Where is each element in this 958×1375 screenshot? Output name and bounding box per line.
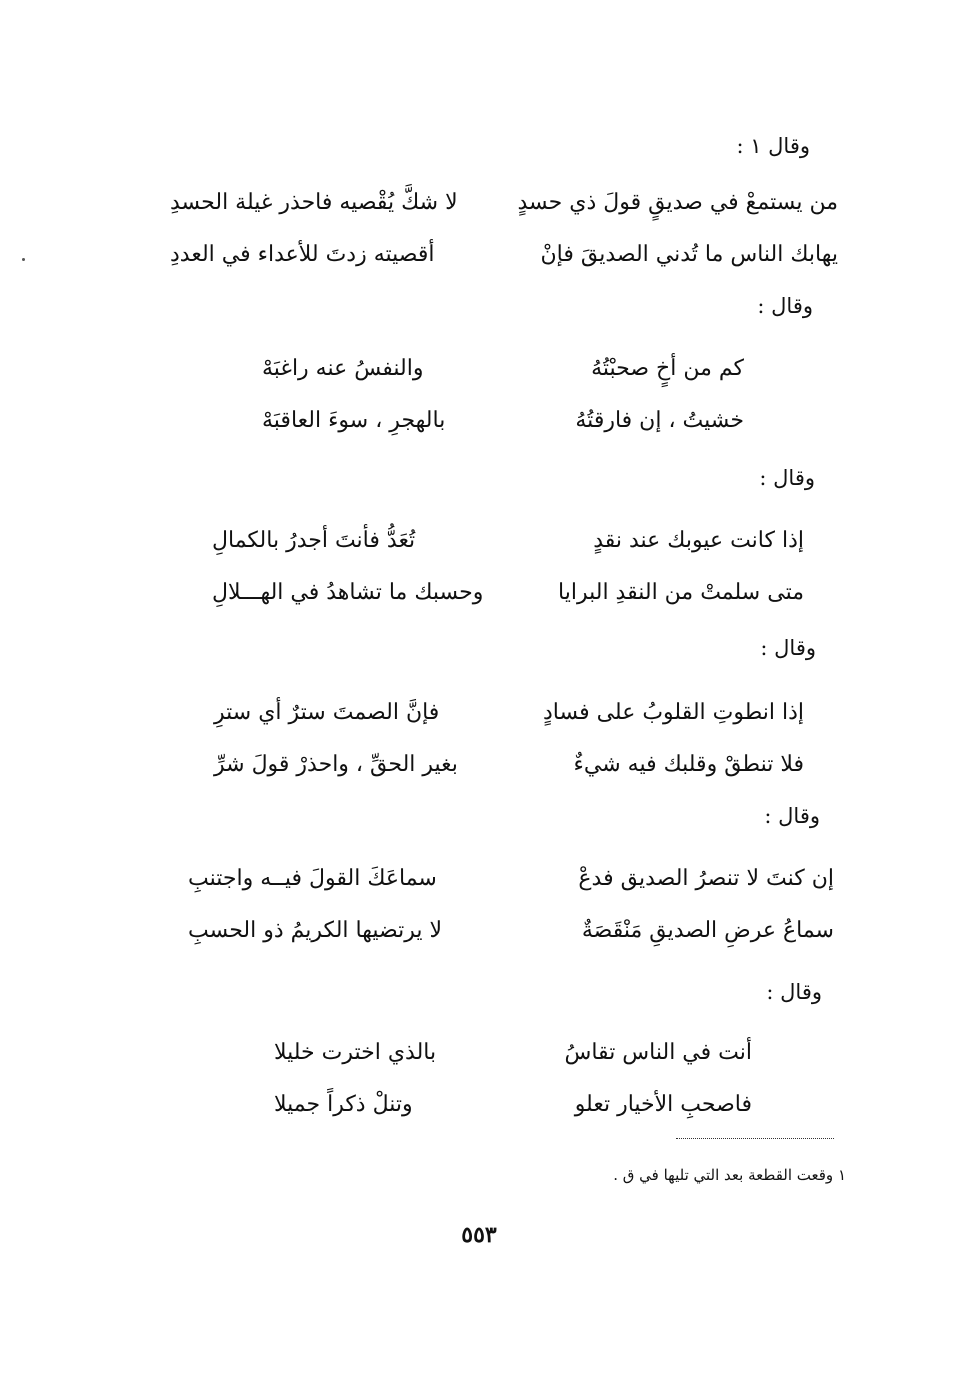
section-intro: وقال : (766, 980, 822, 1004)
footnote-divider (676, 1138, 834, 1139)
first-hemistich: فلا تنطقْ وقلبك فيه شيءٌ (573, 752, 804, 777)
verse-line (170, 242, 838, 294)
first-hemistich: كم من أخٍ صحبْتُهُ (591, 356, 744, 381)
first-hemistich: من يستمعْ في صديقٍ قولَ ذي حسدٍ (517, 190, 838, 215)
verse-line (214, 700, 804, 752)
verse-line (274, 1092, 752, 1144)
second-hemistich: وتنلْ ذكراً جميلا (274, 1092, 413, 1117)
section-intro: وقال : (760, 636, 816, 660)
section-intro: وقال : (757, 294, 813, 318)
first-hemistich: إن كنتَ لا تنصرُ الصديق فدعْ (578, 866, 834, 891)
poem-couplet (188, 866, 834, 970)
first-hemistich: خشيتُ ، إن فارقتُهُ (575, 408, 744, 433)
poem-couplet (212, 528, 804, 632)
verse-line (170, 190, 838, 242)
first-hemistich: أنت في الناس تقاسُ (564, 1040, 752, 1065)
verse-line (262, 408, 744, 460)
verse-line (214, 752, 804, 804)
first-hemistich: إذا كانت عيوبك عند نقدٍ (593, 528, 804, 553)
second-hemistich: بالهجرِ ، سوءَ العاقبَهْ (262, 408, 446, 433)
section-intro: وقال : (764, 804, 820, 828)
verse-line (188, 918, 834, 970)
first-hemistich: إذا انطوتِ القلوبُ على فسادٍ (542, 700, 804, 725)
second-hemistich: بغير الحقِّ ، واحذرْ قولَ شرِّ (214, 752, 458, 777)
section-intro: وقال : (759, 466, 815, 490)
first-hemistich: فاصحبِ الأخيار تعلو (574, 1092, 752, 1117)
page-number: ٥٥٣ (461, 1222, 497, 1248)
second-hemistich: تُعَدُّ فأنتَ أجدرُ بالكمالِ (212, 528, 416, 553)
verse-line (274, 1040, 752, 1092)
second-hemistich: أقصيته زدتَ للأعداء في العددِ (170, 242, 435, 267)
scan-speck (22, 258, 25, 261)
verse-line (188, 866, 834, 918)
section-intro: وقال ١ : (736, 134, 810, 158)
first-hemistich: يهابك الناس ما تُدني الصديقَ فإنْ (540, 242, 838, 267)
poem-couplet (214, 700, 804, 804)
first-hemistich: متى سلمتْ من النقدِ البرايا (558, 580, 804, 605)
footnote: ١ وقعت القطعة بعد التي تليها في ق . (613, 1166, 846, 1184)
verse-line (212, 580, 804, 632)
second-hemistich: سماعَكَ القولَ فيــه واجتنبِ (188, 866, 437, 891)
verse-line (212, 528, 804, 580)
second-hemistich: لا يرتضيها الكريمُ ذو الحسبِ (188, 918, 442, 943)
second-hemistich: وحسبك ما تشاهدُ في الهـــلالِ (212, 580, 484, 605)
second-hemistich: بالذي اخترت خليلا (274, 1040, 437, 1065)
poem-couplet (170, 190, 838, 294)
second-hemistich: والنفسُ عنه راغبَهْ (262, 356, 424, 381)
second-hemistich: لا شكَّ يُقْصيه فاحذر غيلة الحسدِ (170, 190, 458, 215)
verse-line (262, 356, 744, 408)
first-hemistich: سماعُ عرضِ الصديقِ مَنْقَصَةٌ (581, 918, 834, 943)
poem-couplet (262, 356, 744, 460)
second-hemistich: فإنَّ الصمتَ سترٌ أي سترِ (214, 700, 440, 725)
poem-couplet (274, 1040, 752, 1144)
